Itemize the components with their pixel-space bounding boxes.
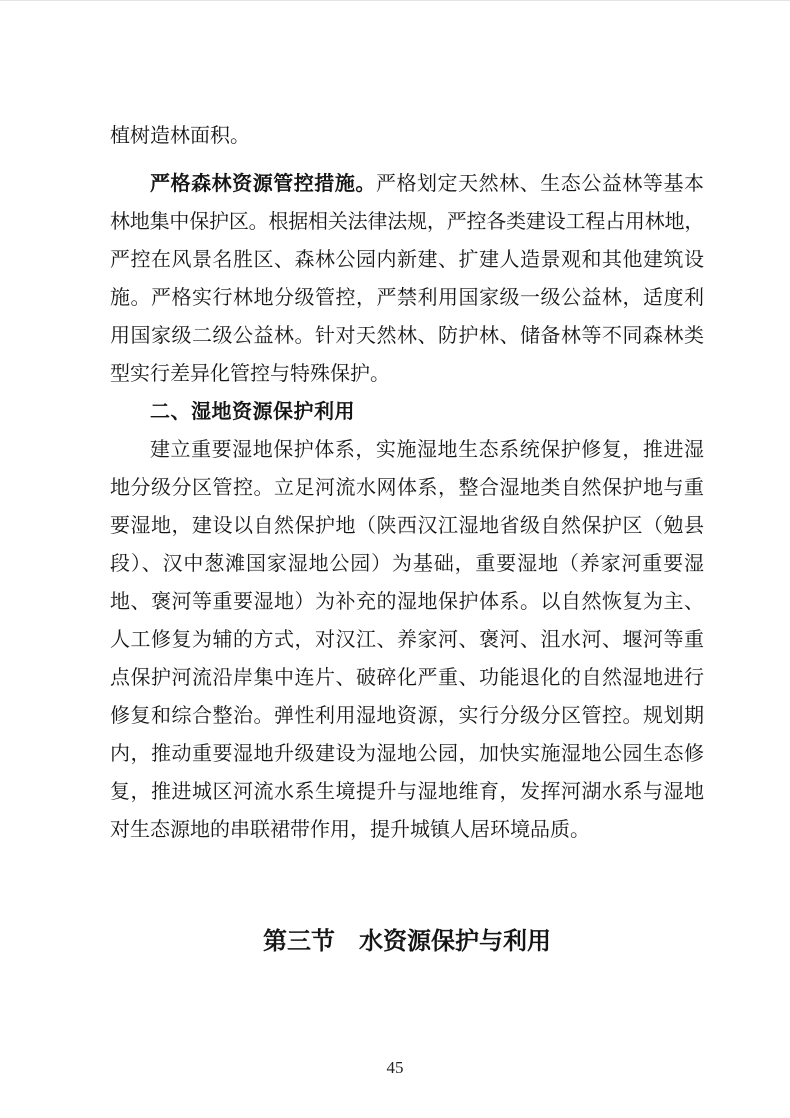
paragraph-line: 内，推动重要湿地升级建设为湿地公园，加快实施湿地公园生态修: [110, 743, 704, 765]
paragraph-line: 地分级分区管控。立足河流水网体系，整合湿地类自然保护地与重: [110, 477, 704, 499]
paragraph-line: 点保护河流沿岸集中连片、破碎化严重、功能退化的自然湿地进行: [110, 667, 704, 689]
wetland-paragraph: [110, 431, 704, 849]
section-heading: 第三节 水资源保护与利用: [263, 929, 551, 955]
subsection-heading: 二、湿地资源保护利用: [150, 401, 355, 423]
paragraph-line: 要湿地，建设以自然保护地（陕西汉江湿地省级自然保护区（勉县: [110, 515, 704, 537]
paragraph-lead-bold: 严格森林资源管控措施。: [150, 173, 376, 195]
paragraph-line: [110, 165, 704, 203]
paragraph-line: 修复和综合整治。弹性利用湿地资源，实行分级分区管控。规划期: [110, 705, 704, 727]
document-body: [110, 117, 704, 964]
paragraph-line: 人工修复为辅的方式，对汉江、养家河、褒河、沮水河、堰河等重: [110, 629, 704, 651]
paragraph-line: 地、褒河等重要湿地）为补充的湿地保护体系。以自然恢复为主、: [110, 591, 704, 613]
paragraph-line: 严控在风景名胜区、森林公园内新建、扩建人造景观和其他建筑设: [110, 249, 704, 271]
paragraph-line: 建立重要湿地保护体系，实施湿地生态系统保护修复，推进湿: [150, 439, 704, 461]
page-number: 45: [386, 1058, 404, 1077]
forest-paragraph: [110, 165, 704, 393]
page-top-edge: [0, 0, 790, 1]
paragraph-line: 型实行差异化管控与特殊保护。: [110, 363, 390, 385]
paragraph-line: 段）、汉中葱滩国家湿地公园）为基础，重要湿地（养家河重要湿: [110, 553, 704, 575]
paragraph-line: 对生态源地的串联裙带作用，提升城镇人居环境品质。: [110, 819, 590, 841]
paragraph-line: 施。严格实行林地分级管控，严禁利用国家级一级公益林，适度利: [110, 287, 704, 309]
paragraph-line-text: 严格划定天然林、生态公益林等基本: [375, 173, 705, 195]
paragraph-line: 林地集中保护区。根据相关法律法规，严控各类建设工程占用林地，: [110, 211, 704, 233]
paragraph-line: 复，推进城区河流水系生境提升与湿地维育，发挥河湖水系与湿地: [110, 781, 704, 803]
paragraph-line: 用国家级二级公益林。针对天然林、防护林、储备林等不同森林类: [110, 325, 704, 347]
paragraph-line: 植树造林面积。: [110, 125, 250, 147]
